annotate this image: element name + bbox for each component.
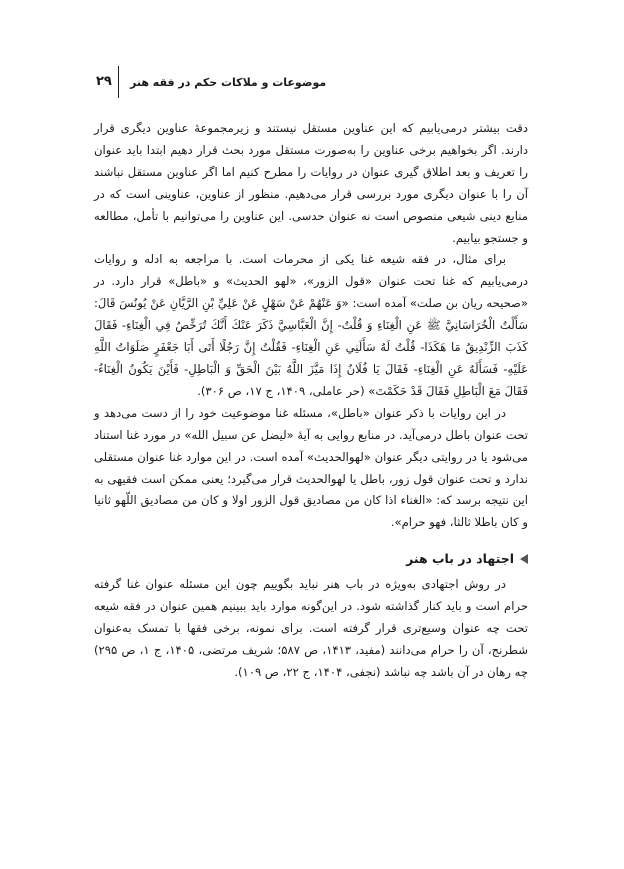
section-heading <box>94 548 528 570</box>
paragraph-1: دقت بیشتر درمی‌یابیم که این عناوین مستقل نیستند و زیرمجموعهٔ عناوین دیگری قرار دارند. اگر بخواهیم برخی عناوین را به‌صورت مستقل مورد بحث قرار دهیم ابتدا باید عنوان را تعریف و بعد اطلاق گیری عنوان در روایات را مطرح کنیم اما اگر عناوین مستقل نباشند آن را با عنوان دیگری مورد بررسی قرار می‌دهیم. منظور از عناوین، عناوینی است که در منابع دینی شیعی منصوص است نه عنوان حدسی. این عناوین را می‌توانیم با تأمل، مطالعه و جستجو بیابیم. <box>94 121 528 245</box>
triangle-bullet-icon <box>520 554 528 564</box>
section-paragraph: در روش اجتهادی به‌ویژه در باب هنر نباید بگوییم چون این مسئله عنوان غنا گرفته حرام است و باید کنار گذاشته شود. در این‌گونه موارد باید ببینیم همین عنوان در فقه شیعه تحت چه عنوان وسیع‌تری قرار گرفته است. برای نمونه، برخی فقها با تمسک به‌عنوان شطرنج، آن را حرام می‌دانند (مفید، ۱۴۱۳، ص ۵۸۷؛ شریف مرتضی، ۱۴۰۵، ج ۱، ص ۲۹۵) چه رهان در آن باشد چه نباشد (نجفی، ۱۴۰۴، ج ۲۲، ص ۱۰۹). <box>94 577 528 679</box>
paragraph-2: برای مثال، در فقه شیعه غنا یکی از محرمات است. با مراجعه به ادله و روایات درمی‌یابیم که غنا تحت عنوان «قول الزور»، «لهو الحدیث» و «باطل» قرار دارد. در «صحیحه ریان بن صلت» آمده است: «وَ عَنْهُمْ عَنْ سَهْلٍ عَنْ عَلِيِّ بْنِ الرَّيَّانِ عَنْ يُونُسَ قَالَ: سَأَلْتُ الْخُرَاسَانِيَّ ﷺ عَنِ الْغِنَاءِ وَ قُلْتُ- إِنَّ الْعَبَّاسِيَّ ذَكَرَ عَنْكَ أَنَّكَ تُرَخِّصُ فِي الْغِنَاءِ- فَقَالَ كَذَبَ الزِّنْدِيقُ مَا هَكَذَا- قُلْتُ لَهُ سَأَلَنِي عَنِ الْغِنَاءِ- فَقُلْتُ إِنَّ رَجُلًا أَتَى أَبَا جَعْفَرٍ صَلَوَاتُ اللَّهِ عَلَيْهِ- فَسَأَلَهُ عَنِ الْغِنَاءِ- فَقَالَ يَا فُلَانُ إِذَا مَيَّزَ اللَّهُ بَيْنَ الْحَقِّ وَ الْبَاطِلِ- فَأَيْنَ يَكُونُ الْغِنَاءُ- فَقَالَ مَعَ الْبَاطِلِ فَقَالَ قَدْ حَكَمْتَ» (حر عاملی، ۱۴۰۹، ج ۱۷، ص ۳۰۶). <box>94 252 528 398</box>
section-heading-text: اجتهاد در باب هنر <box>406 551 514 567</box>
running-title: موضوعات و ملاکات حکم در فقه هنر <box>130 76 327 89</box>
page-number: ۲۹ <box>96 74 112 89</box>
body-text <box>94 118 528 684</box>
header-divider <box>118 66 119 98</box>
running-header <box>0 72 624 100</box>
paragraph-3: در این روایات با ذکر عنوان «باطل»، مسئله غنا موضوعیت خود را از دست می‌دهد و تحت عنوان باطل درمی‌آید. در منابع روایی به آیهٔ «لیضل عن سبیل الله» در مورد غنا استناد می‌شود یا در روایتی دیگر عنوان «لهوالحدیث» آمده است. در این موارد غنا عنوان مستقلی ندارد و تحت عنوان قول زور، باطل یا لهوالحدیث قرار می‌گیرد؛ یعنی ممکن است فقیهی به این نتیجه برسد که: «الغناء اذا کان من مصادیق قول الزور اولا و کان من مصادیق اللّهو ثانیا و کان باطلا ثالثا، فهو حرام». <box>94 405 528 530</box>
